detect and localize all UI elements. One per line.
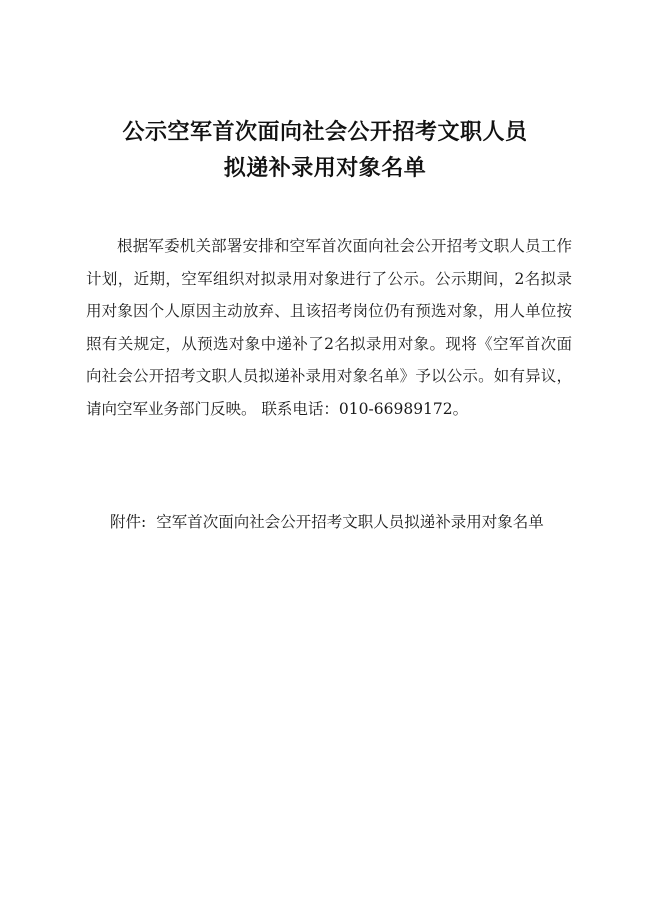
announcement-body: 根据军委机关部署安排和空军首次面向社会公开招考文职人员工作计划，近期，空军组织对拟录用对象进行了公示。公示期间，2名拟录用对象因个人原因主动放弃、且该招考岗位仍有预选对象，用人单位按照有关规定，从预选对象中递补了2名拟录用对象。现将《空军首次面向社会公开招考文职人员拟递补录用对象名单》予以公示。如有异议，请向空军业务部门反映。 联系电话：010-66989172。 [86, 237, 572, 418]
attachment-link[interactable]: 空军首次面向社会公开招考文职人员拟递补录用对象名单 [156, 513, 544, 531]
document-title-line-1: 公示空军首次面向社会公开招考文职人员 [122, 120, 528, 145]
attachment-block [110, 506, 580, 539]
attachment-label: 附件: [110, 513, 147, 531]
document-title-line-2: 拟递补录用对象名单 [223, 156, 427, 181]
